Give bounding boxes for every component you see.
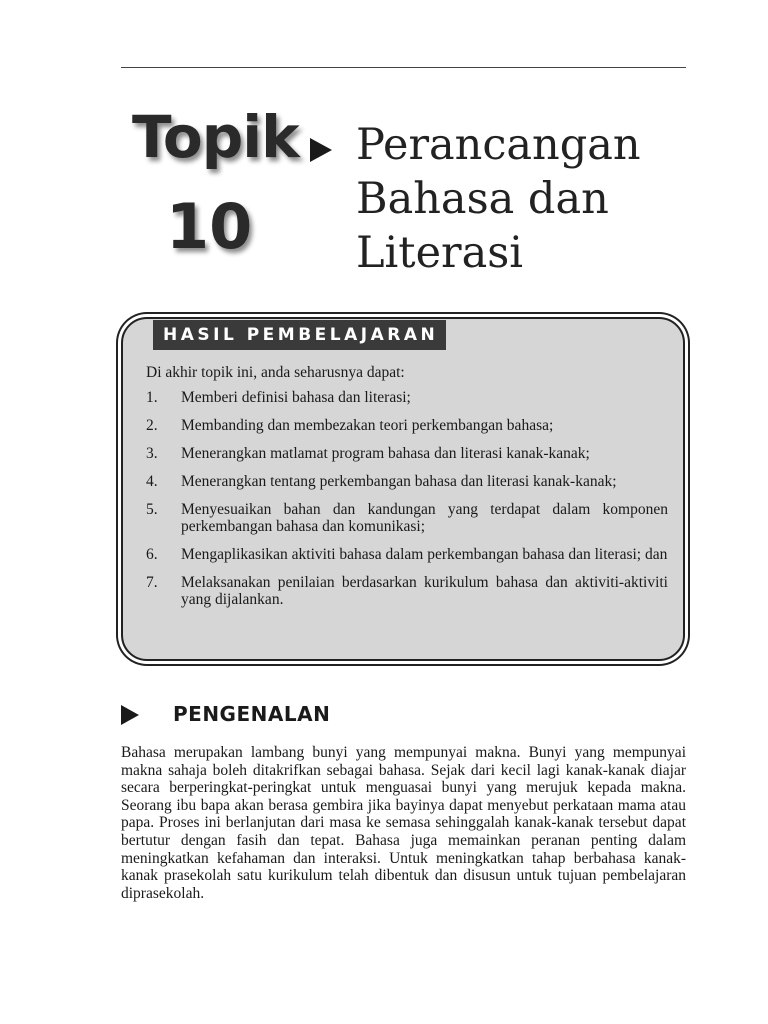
list-item-text: Melaksanakan penilaian berdasarkan kurikulum bahasa dan aktiviti-aktiviti yang dijalankan. [181,574,668,608]
topic-title [356,118,686,280]
intro-paragraph: Bahasa merupakan lambang bunyi yang mempunyai makna. Bunyi yang mempunyai makna sahaja boleh ditakrifkan sebagai bahasa. Sejak dari kecil lagi kanak-kanak diajar secara berperingkat-peringkat untuk menguasai bunyi yang merujuk kepada makna. Seorang ibu bapa akan berasa gembira jika bayinya dapat menyebut perkataan mama atau papa. Proses ini berlanjutan dari masa ke semasa sehinggalah kanak-kanak tersebut dapat bertutur dengan fasih dan tepat. Bahasa juga memainkan peranan penting dalam meningkatkan kefahaman dan interaksi. Untuk meningkatkan tahap berbahasa kanak-kanak prasekolah satu kurikulum telah dibentuk dan disusun untuk tujuan pembelajaran diprasekolah. [121,744,686,902]
learning-outcomes-intro: Di akhir topik ini, anda seharusnya dapat: [146,364,405,381]
learning-outcomes-list [146,389,668,608]
list-item-number: 4. [146,473,158,490]
topic-title-line-3: Literasi [356,228,524,278]
learning-outcomes-label: HASIL PEMBELAJARAN [153,320,446,350]
list-item-number: 1. [146,389,158,406]
list-item [146,473,668,490]
topic-title-line-2: Bahasa dan [356,174,609,224]
list-item-number: 2. [146,417,158,434]
list-item [146,445,668,462]
list-item [146,389,668,406]
list-item-number: 6. [146,546,158,563]
list-item-text: Menyesuaikan bahan dan kandungan yang terdapat dalam komponen perkembangan bahasa dan komunikasi; [181,501,668,535]
section-triangle-icon [121,705,139,725]
list-item [146,546,668,563]
list-item-number: 3. [146,445,158,462]
section-heading: PENGENALAN [173,702,331,726]
topic-number: 10 [166,190,253,263]
list-item [146,574,668,608]
list-item-text: Mengaplikasikan aktiviti bahasa dalam perkembangan bahasa dan literasi; dan [181,546,668,563]
list-item-text: Menerangkan matlamat program bahasa dan literasi kanak-kanak; [181,445,590,462]
topic-label: Topik [132,103,299,171]
list-item-text: Membanding dan membezakan teori perkembangan bahasa; [181,417,554,434]
topic-title-line-1: Perancangan [356,120,641,170]
list-item-number: 7. [146,574,158,591]
list-item [146,501,668,535]
list-item [146,417,668,434]
list-item-number: 5. [146,501,158,518]
list-item-text: Memberi definisi bahasa dan literasi; [181,389,411,406]
list-item-text: Menerangkan tentang perkembangan bahasa dan literasi kanak-kanak; [181,473,617,490]
triangle-right-icon [310,138,332,162]
top-rule [121,67,686,68]
